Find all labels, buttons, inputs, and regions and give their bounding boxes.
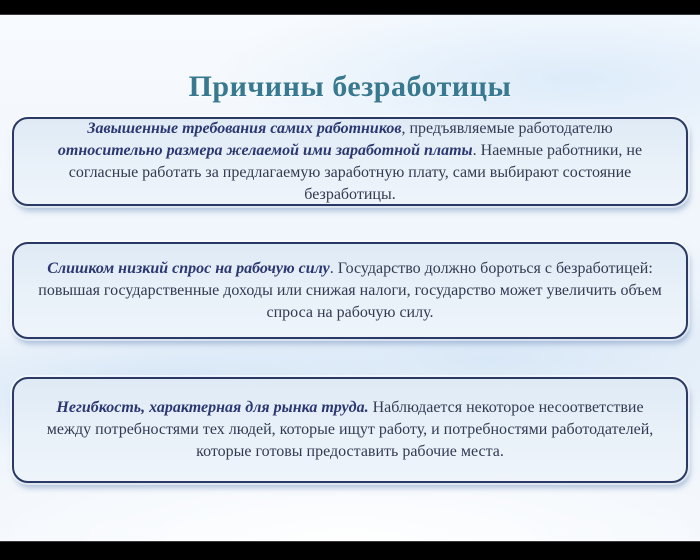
cause-text-emphasis: Завышенные требования самих работников — [87, 119, 402, 137]
cause-text-regular: . Наемные работники, не согласные работать за предлагаемую заработную плату, сами выбирают состояние безработицы. — [68, 141, 643, 203]
bottom-letterbox-bar — [0, 541, 700, 560]
cause-box-high-demands — [12, 117, 688, 206]
top-letterbox-bar — [0, 0, 700, 15]
cause-text-regular: . Государство должно бороться с безработицей: повышая государственные доходы или снижая налоги, государство может увеличить объем спроса на рабочую силу. — [38, 259, 662, 321]
cause-text-regular: Наблюдается некоторое несоответствие между потребностями тех людей, которые ищут работу, и потребностями работодателей, которые готовы предоставить рабочие места. — [46, 399, 654, 460]
slide-title: Причины безработицы — [188, 70, 512, 104]
cause-text — [34, 397, 666, 463]
cause-text-regular: , предъявляемые работодателю — [401, 119, 613, 137]
cause-text — [34, 118, 666, 206]
cause-box-labor-market-rigidity — [12, 377, 688, 483]
cause-text — [34, 258, 666, 324]
cause-box-low-demand — [12, 242, 688, 339]
cause-text-emphasis: Слишком низкий спрос на рабочую силу — [47, 259, 330, 277]
cause-text-emphasis: относительно размера желаемой ими заработной платы — [57, 141, 473, 159]
cause-text-emphasis: Негибкость, характерная для рынка труда. — [56, 399, 369, 416]
